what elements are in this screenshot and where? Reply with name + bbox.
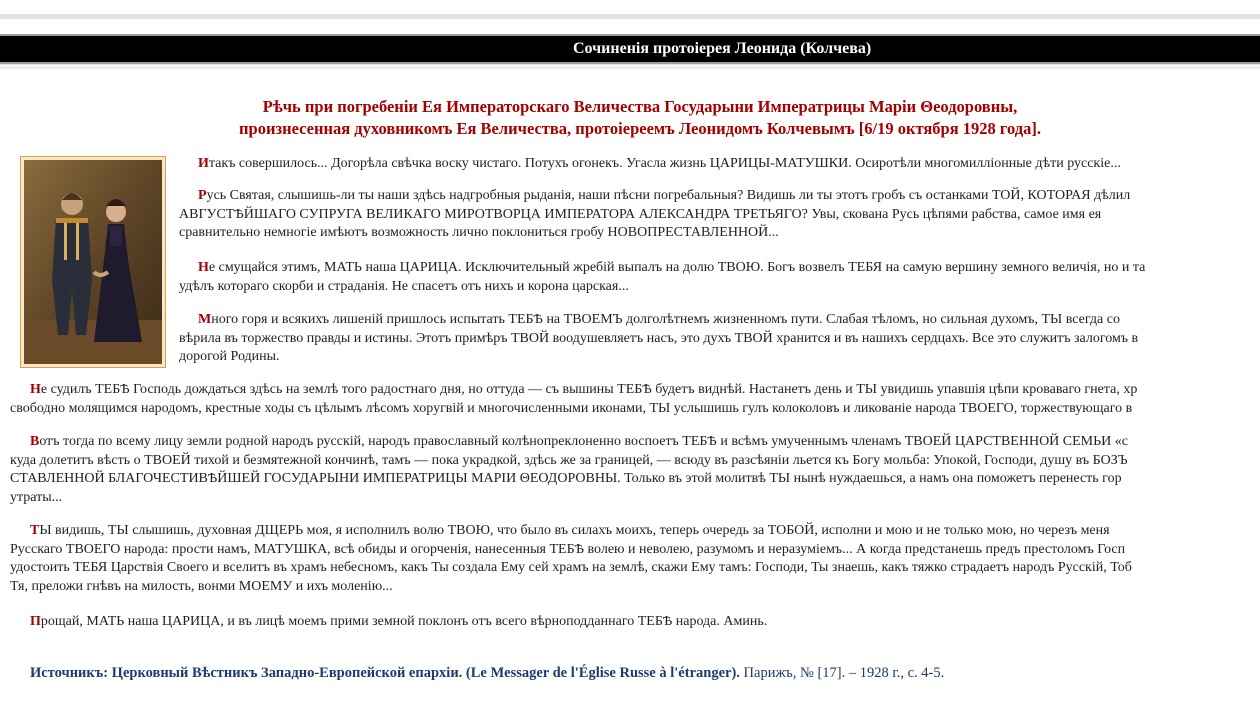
paragraph-initial: Н [30,382,41,397]
top-strip [0,14,1260,19]
paragraph-line: СТАВЛЕННОЙ БЛАГОЧЕСТИВѢЙШЕЙ ГОСУДАРЫНИ ИМПЕРАТРИЦЫ МАРІИ ΘЕОДОРОВНЫ. Только въ этой молитвѣ ТЫ нынѣ нуждаешься, а намъ она поможетъ перенесть гор [10,471,1122,487]
paragraph-line: усь Святая, слышишь-ли ты наши здѣсь надгробныя рыданія, наши пѣсни погребальныя? Видишь ли ты этотъ гробъ съ останками ТОЙ, КОТОРАЯ дѣлил [206,188,1131,203]
paragraph-line: отъ тогда по всему лицу земли родной народъ русскій, народъ православный колѣнопреклоненно воспоетъ ТЕБѢ и всѣмъ умученнымъ членамъ ТВОЕЙ ЦАРСТВЕННОЙ СЕМЬИ «с [39,434,1128,449]
paragraph-initial: И [198,156,209,171]
header-bar [0,34,1260,64]
paragraph-line: рощай, МАТЬ наша ЦАРИЦА, и въ лицѣ моемъ прими земной поклонъ отъ всего вѣрноподданнаго ТЕБѢ народа. Аминь. [40,614,768,629]
paragraph-8 [30,613,767,632]
paragraph-line: е смущайся этимъ, МАТЬ наша ЦАРИЦА. Исключительный жребій выпалъ на долю ТВОЮ. Богъ возвелъ ТЕБЯ на самую вершину земного величія, но и та [208,260,1146,275]
royal-couple-portrait [20,156,166,368]
paragraph-line: утраты... [10,489,63,505]
paragraph-initial: Т [30,523,40,538]
source-citation [30,665,944,682]
document-title [180,96,1100,140]
document-title-line-2: произнесенная духовникомъ Ея Величества, протоіереемъ Леонидомъ Колчевымъ [6/19 октября 1928 года]. [239,119,1041,138]
paragraph-line: такъ совершилось... Догорѣла свѣчка воску чистаго. Потухъ огонекъ. Угасла жизнь ЦАРИЦЫ-МАТУШКИ. Осиротѣли многомилліонные дѣти русскіе... [208,156,1121,171]
header-divider [0,66,1260,69]
paragraph-5 [10,381,1138,418]
paragraph-line: е судилъ ТЕБѢ Господь дождаться здѣсь на землѣ того радостнаго дня, но оттуда — съ вышины ТЕБѢ будетъ виднѣй. Настанетъ день и ТЫ увидишь упавшія цѣпи кроваваго гнета, хр [40,382,1138,397]
paragraph-3 [179,259,1146,296]
paragraph-4 [179,311,1139,367]
paragraph-line: вѣрила въ торжество правды и истины. Этотъ примѣръ ТВОЙ воодушевляетъ насъ, это духъ ТВОЙ хранится и въ нашихъ сердцахъ. Все это служитъ залогомъ в [179,330,1139,346]
document-title-line-1: Рѣчь при погребеніи Ея Императорскаго Величества Государыни Императрицы Маріи Θеодоровны, [262,97,1018,116]
paragraph-line: Тя, преложи гнѣвъ на милость, вонми МОЕМУ и ихъ моленію... [10,578,393,594]
site-title: Сочиненія протоіерея Леонида (Колчева) [573,40,872,57]
paragraph-initial: В [30,434,40,449]
paragraph-initial: М [198,312,212,327]
paragraph-line: Русскаго ТВОЕГО народа: прости намъ, МАТУШКА, всѣ обиды и огорченія, нанесенныя ТЕБѢ волею и неволею, разумомъ и неразуміемъ... А когда предстанешь предъ престоломъ Госп [10,541,1126,557]
paragraph-line: дорогой Родины. [179,349,280,365]
paragraph-line: свободно молящимся народомъ, крестные ходы съ цѣлымъ лѣсомъ хоругвій и многочисленными иконами, ТЫ услышишь гулъ колоколовъ и ликованіе народа ТВОЕГО, торжествующаго в [10,400,1133,416]
paragraph-initial: Н [198,260,209,275]
source-title: Источникъ: Церковный Вѣстникъ Западно-Европейской епархіи. (Le Messager de l'Église Russe à l'étranger). [30,665,740,681]
paragraph-line: куда долетитъ вѣсть о ТВОЕЙ тихой и безмятежной кончинѣ, тамъ — пока украдкой, здѣсь же за границей, — всюду въ разсѣяніи льется къ Богу мольба: Упокой, Господи, душу въ БОЗЪ [10,452,1128,468]
paragraph-line: удѣлъ котораго скорби и страданія. Не спасетъ отъ нихъ и корона царская... [179,278,629,294]
paragraph-line: сравнительно немногіе имѣютъ возможность лично поклониться гробу НОВОПРЕСТАВЛЕННОЙ... [179,225,779,241]
paragraph-6 [10,433,1128,507]
portrait-image [24,160,162,364]
paragraph-1 [198,155,1121,174]
paragraph-line: ного горя и всякихъ лишеній пришлось испытать ТЕБѢ на ТВОЕМЪ долголѣтнемъ жизненномъ пути. Слабая тѣломъ, но сильная духомъ, ТЫ всегда со [211,312,1120,327]
paragraph-initial: П [30,614,41,629]
paragraph-initial: Р [198,188,207,203]
paragraph-line: АВГУСТѢЙШАГО СУПРУГА ВЕЛИКАГО МИРОТВОРЦА ИМПЕРАТОРА АЛЕКСАНДРА ТРЕТЬЯГО? Увы, скована Русь цѣпями рабства, самое имя ея [179,206,1102,222]
source-details: Парижъ, № [17]. – 1928 г., с. 4-5. [739,665,945,681]
paragraph-line: удостоить ТЕБЯ Царствія Своего и вселитъ въ храмъ небесномъ, какъ Ты создала Ему сей храмъ на землѣ, скажи Ему тамъ: Господи, Ты знаешь, какъ тяжко страдаетъ народъ Русскій, Тоб [10,560,1132,576]
paragraph-7 [10,522,1132,596]
paragraph-line: Ы видишь, ТЫ слышишь, духовная ДЩЕРЬ моя, я исполнилъ волю ТВОЮ, что было въ силахъ моихъ, теперь очередь за ТОБОЙ, исполни и мою и не только мою, но черезъ меня [39,523,1110,538]
paragraph-2 [179,187,1131,243]
